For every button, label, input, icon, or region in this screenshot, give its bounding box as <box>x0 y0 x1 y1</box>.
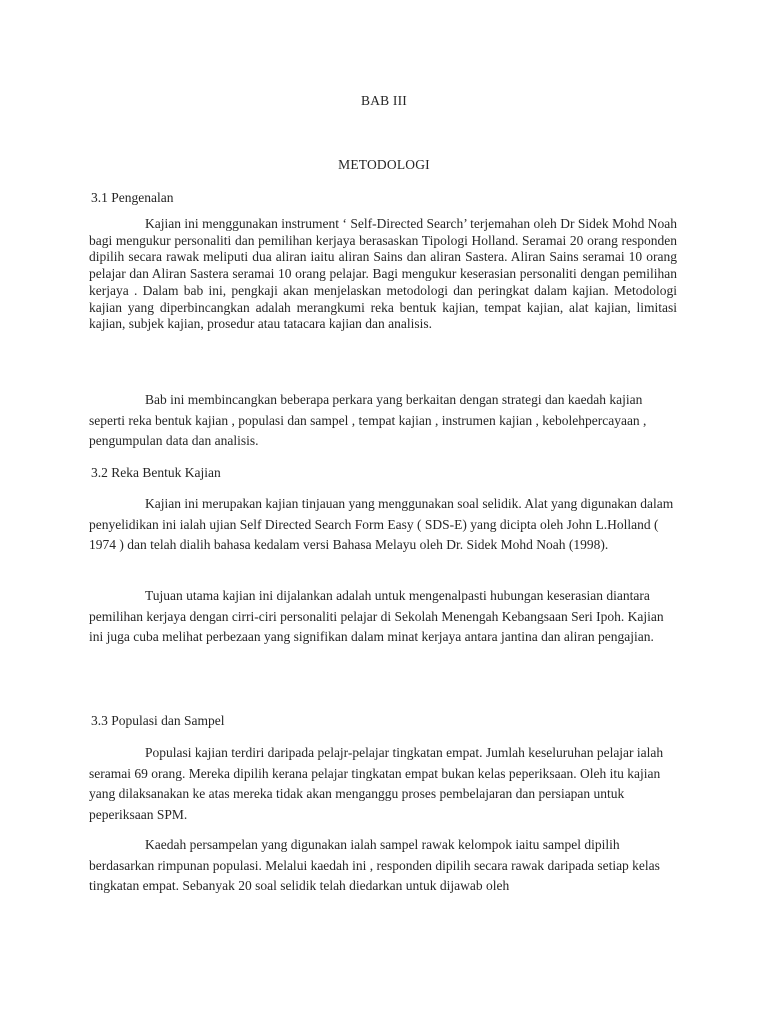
paragraph-pengenalan-1: Kajian ini menggunakan instrument ‘ Self-Directed Search’ terjemahan oleh Dr Sidek Mohd Noah bagi mengukur personaliti dan pemilihan kerjaya berasaskan Tipologi Holland. Seramai 20 orang responden dipilih secara rawak meliputi dua aliran iaitu aliran Sains dan aliran Sastera. Aliran Sains seramai 10 orang pelajar dan Aliran Sastera seramai 10 orang pelajar. Bagi mengukur keserasian personaliti dengan pemilihan kerjaya . Dalam bab ini, pengkaji akan menjelaskan metodologi dan peringkat dalam kajian. Metodologi kajian yang diperbincangkan adalah merangkumi reka bentuk kajian, tempat kajian, alat kajian, limitasi kajian, subjek kajian, prosedur atau tatacara kajian dan analisis. <box>89 216 677 332</box>
paragraph-populasi-1: Populasi kajian terdiri daripada pelajr-pelajar tingkatan empat. Jumlah keseluruhan pelajar ialah seramai 69 orang. Mereka dipilih kerana pelajar tingkatan empat bukan kelas peperiksaan. Oleh itu kajian yang dilaksanakan ke atas mereka tidak akan menganggu proses pembelajaran dan persiapan untuk peperiksaan SPM. <box>89 745 664 822</box>
paragraph-reka-bentuk-2: Tujuan utama kajian ini dijalankan adalah untuk mengenalpasti hubungan keserasian diantara pemilihan kerjaya dengan cirri-ciri personaliti pelajar di Sekolah Menengah Kebangsaan Seri Ipoh. Kajian ini juga cuba melihat perbezaan yang signifikan dalam minat kerjaya antara jantina dan aliran pengajian. <box>89 588 664 644</box>
section-heading-3-1: 3.1 Pengenalan <box>91 190 174 205</box>
paragraph-pengenalan-2: Bab ini membincangkan beberapa perkara yang berkaitan dengan strategi dan kaedah kajian seperti reka bentuk kajian , populasi dan sampel , tempat kajian , instrumen kajian , kebolehpercayaan , pengumpulan data dan analisis. <box>89 392 647 448</box>
paragraph-populasi-2: Kaedah persampelan yang digunakan ialah sampel rawak kelompok iaitu sampel dipilih berdasarkan rimpunan populasi. Melalui kaedah ini , responden dipilih secara rawak daripada setiap kelas tingkatan empat. Sebanyak 20 soal selidik telah diedarkan untuk dijawab oleh <box>89 837 660 893</box>
section-heading-3-3: 3.3 Populasi dan Sampel <box>91 713 225 728</box>
paragraph-reka-bentuk-1: Kajian ini merupakan kajian tinjauan yang menggunakan soal selidik. Alat yang digunakan dalam penyelidikan ini ialah ujian Self Directed Search Form Easy ( SDS-E) yang dicipta oleh John L.Holland ( 1974 ) dan telah dialih bahasa kedalam versi Bahasa Melayu oleh Dr. Sidek Mohd Noah (1998). <box>89 496 674 552</box>
chapter-heading: BAB III <box>360 93 408 108</box>
chapter-title: METODOLOGI <box>338 157 430 172</box>
section-heading-3-2: 3.2 Reka Bentuk Kajian <box>91 465 221 480</box>
